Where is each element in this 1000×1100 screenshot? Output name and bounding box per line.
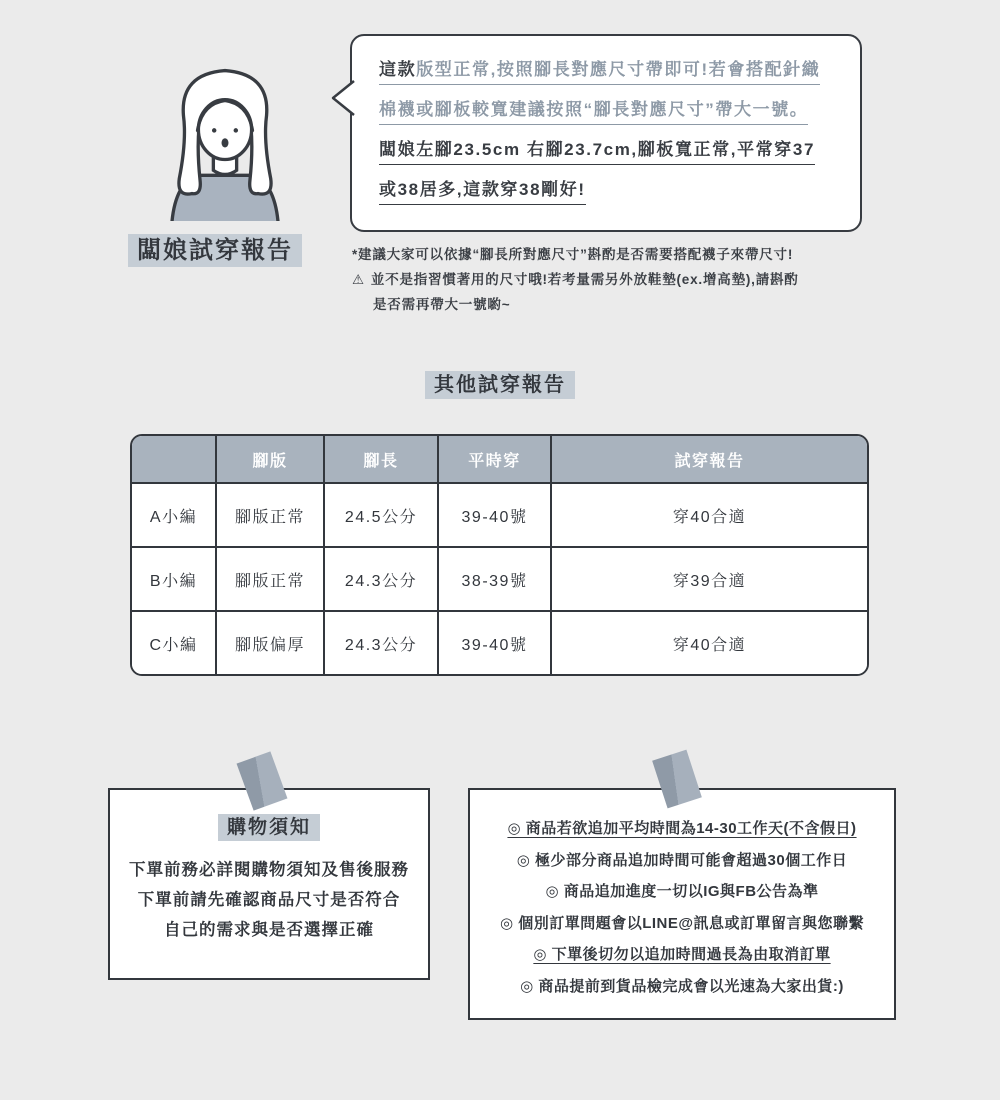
table-cell: B小編 (132, 548, 217, 612)
bubble-line-2: 棉襪或腳板較寬建議按照“腳長對應尺寸”帶大一號。 (379, 90, 833, 130)
bubble-line-1-rest: 版型正常,按照腳長對應尺寸帶即可!若會搭配針織 (416, 60, 821, 79)
bubble-tail-icon (331, 80, 355, 116)
table-cell: 39-40號 (439, 484, 552, 548)
restock-info-item: ◎ 商品提前到貨品檢完成會以光速為大家出貨:) (520, 977, 844, 995)
fitting-report-table (130, 434, 869, 676)
reporter-title-text: 闆娘試穿報告 (128, 234, 302, 267)
note-line-3: 是否需再帶大一號喲~ (373, 297, 511, 312)
restock-info-item: ◎ 個別訂單問題會以LINE@訊息或訂單留言與您聯繫 (499, 914, 865, 932)
note-line-1: *建議大家可以依據“腳長所對應尺寸”斟酌是否需要搭配襪子來帶尺寸! (352, 247, 794, 262)
bubble-line-3: 闆娘左腳23.5cm 右腳23.7cm,腳板寬正常,平常穿37 (379, 130, 833, 170)
restock-info-item: ◎ 極少部分商品追加時間可能會超過30個工作日 (516, 851, 848, 869)
warning-icon: ⚠ (352, 272, 365, 287)
table-header-cell-usual-size: 平時穿 (439, 436, 552, 484)
shop-owner-avatar (150, 34, 300, 226)
table-cell: 39-40號 (439, 612, 552, 674)
notice-title (110, 812, 428, 839)
shopping-notice-box (108, 788, 430, 980)
woman-illustration-icon (150, 34, 300, 221)
bubble-line-1 (379, 50, 833, 90)
table-header-cell-blank (132, 436, 217, 484)
other-reports-title-text: 其他試穿報告 (425, 371, 575, 399)
table-cell: 38-39號 (439, 548, 552, 612)
notice-line: 自己的需求與是否選擇正確 (164, 921, 374, 939)
table-cell: 腳版偏厚 (217, 612, 325, 674)
notice-line: 下單前務必詳閱購物須知及售後服務 (129, 861, 409, 879)
table-cell: 24.5公分 (325, 484, 439, 548)
table-row-b (132, 548, 867, 612)
table-cell: 腳版正常 (217, 548, 325, 612)
restock-info-item: ◎ 下單後切勿以追加時間過長為由取消訂單 (533, 946, 831, 963)
table-header-cell-foot-shape: 腳版 (217, 436, 325, 484)
table-cell: 穿40合適 (552, 612, 867, 674)
table-cell: 24.3公分 (325, 612, 439, 674)
reporter-title (128, 230, 302, 265)
note-line-2 (352, 267, 897, 292)
other-reports-title (0, 368, 1000, 397)
table-cell: A小編 (132, 484, 217, 548)
note-line-2-text: 並不是指習慣著用的尺寸哦!若考量需另外放鞋墊(ex.增高墊),請斟酌 (370, 272, 799, 287)
notice-lines (110, 855, 428, 945)
table-cell: 穿40合適 (552, 484, 867, 548)
table-header-cell-report: 試穿報告 (552, 436, 867, 484)
restock-info-item: ◎ 商品追加進度一切以IG與FB公告為準 (545, 883, 819, 900)
table-row-a (132, 484, 867, 548)
restock-info-item: ◎ 商品若欲追加平均時間為14-30工作天(不含假日) (507, 820, 857, 837)
sizing-advice-notes (352, 242, 897, 317)
table-cell: 腳版正常 (217, 484, 325, 548)
notice-line: 下單前請先確認商品尺寸是否符合 (137, 891, 401, 909)
restock-info-box (468, 788, 896, 1020)
table-cell: C小編 (132, 612, 217, 674)
bubble-line-1-prefix: 這款 (379, 60, 417, 79)
table-header-row (132, 436, 867, 484)
table-header-cell-foot-length: 腳長 (325, 436, 439, 484)
bubble-line-4: 或38居多,這款穿38剛好! (379, 170, 833, 210)
table-row-c (132, 612, 867, 674)
table-cell: 24.3公分 (325, 548, 439, 612)
fitting-note-bubble (350, 34, 862, 232)
notice-title-text: 購物須知 (218, 814, 320, 841)
table-cell: 穿39合適 (552, 548, 867, 612)
